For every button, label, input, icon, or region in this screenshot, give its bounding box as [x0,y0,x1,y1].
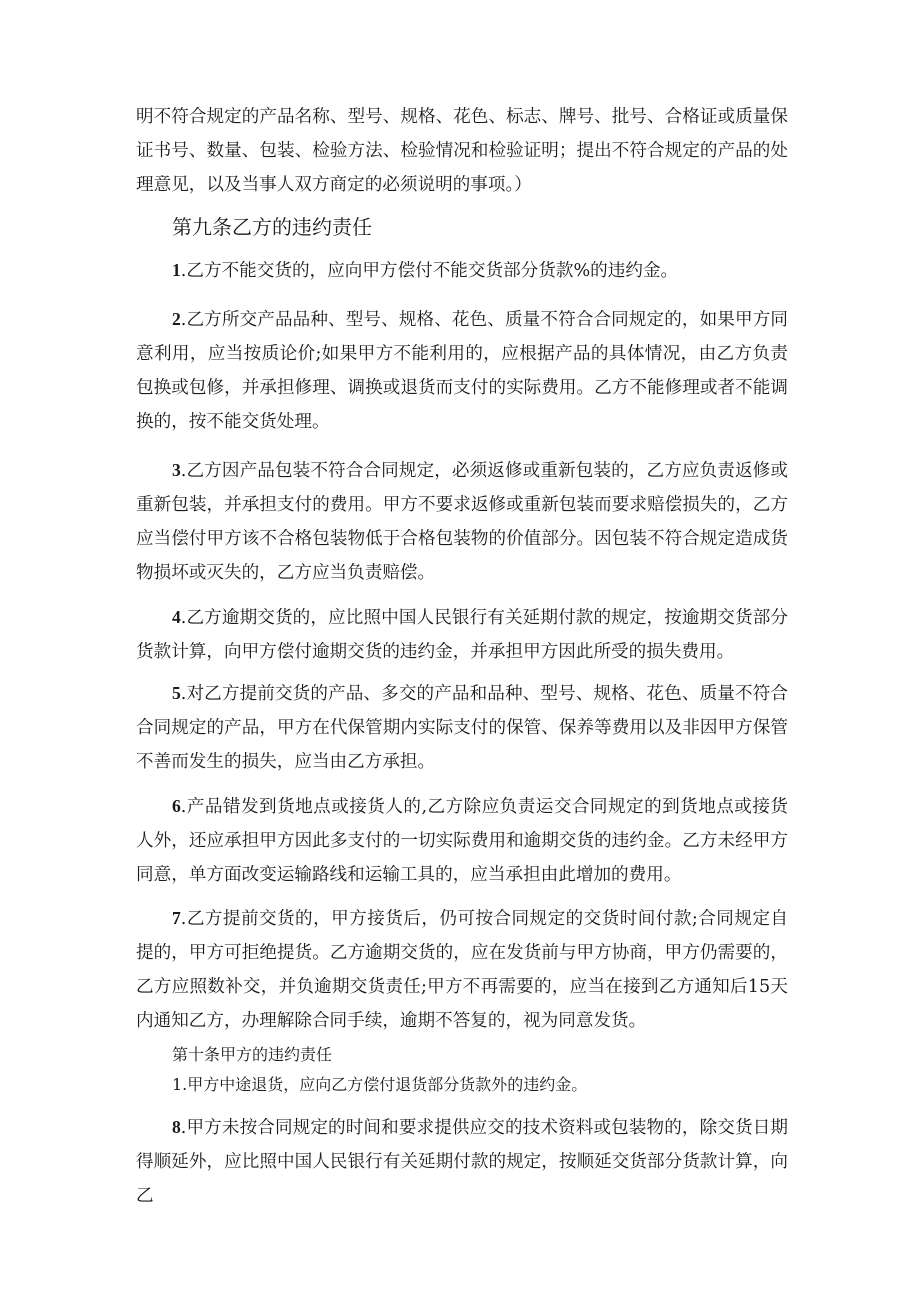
item-number: 3 [172,460,181,480]
item-text: .乙方提前交货的，甲方接货后，仍可按合同规定的交货时间付款;合同规定自提的，甲方可拒绝提货。乙方逾期交货的，应在发货前与甲方协商，甲方仍需要的，乙方应照数补交，并负逾期交货责任;甲方不再需要的，应当在接到乙方通知后15天内通知乙方，办理解除合同手续，逾期不答复的，视为同意发货。 [136,909,788,1031]
article-9-heading: 第九条乙方的违约责任 [172,215,372,239]
item-text: .乙方所交产品品种、型号、规格、花色、质量不符合合同规定的，如果甲方同意利用，应当按质论价;如果甲方不能利用的，应根据产品的具体情况，由乙方负责包换或包修，并承担修理、调换或退货而支付的实际费用。乙方不能修理或者不能调换的，按不能交货处理。 [136,310,788,432]
article-9-item-7 [136,901,788,1038]
article-9-item-6 [136,789,788,892]
item-text: .乙方不能交货的，应向甲方偿付不能交货部分货款%的违约金。 [180,261,679,281]
item-number: 5 [172,683,181,703]
article-10-heading: 第十条甲方的违约责任 [172,1045,333,1064]
item-text: .产品错发到货地点或接货人的,乙方除应负责运交合同规定的到货地点或接货人外，还应承担甲方因此多支付的一切实际费用和逾期交货的违约金。乙方未经甲方同意，单方面改变运输路线和运输工具的，应当承担由此增加的费用。 [136,797,788,885]
item-number: 6 [172,796,181,816]
item-text: .乙方因产品包装不符合合同规定，必须返修或重新包装的，乙方应负责返修或重新包装，并承担支付的费用。甲方不要求返修或重新包装而要求赔偿损失的，乙方应当偿付甲方该不合格包装物低于合格包装物的价值部分。因包装不符合规定造成货物损坏或灭失的，乙方应当负责赔偿。 [136,461,788,583]
article-9-item-2 [136,302,788,439]
intro-paragraph: 明不符合规定的产品名称、型号、规格、花色、标志、牌号、批号、合格证或质量保证书号、数量、包装、检验方法、检验情况和检验证明；提出不符合规定的产品的处理意见，以及当事人双方商定的必须说明的事项。） [136,107,788,195]
item-text: .甲方未按合同规定的时间和要求提供应交的技术资料或包装物的，除交货日期得顺延外，应比照中国人民银行有关延期付款的规定，按顺延交货部分货款计算，向乙 [136,1118,788,1206]
item-number: 8 [172,1117,181,1137]
item-text: .对乙方提前交货的产品、多交的产品和品种、型号、规格、花色、质量不符合合同规定的产品，甲方在代保管期内实际支付的保管、保养等费用以及非因甲方保管不善而发生的损失，应当由乙方承担。 [136,684,788,772]
article-9-item-5 [136,676,788,779]
item-number: 2 [172,309,181,329]
item-text: .乙方逾期交货的，应比照中国人民银行有关延期付款的规定，按逾期交货部分货款计算，向甲方偿付逾期交货的违约金，并承担甲方因此所受的损失费用。 [136,608,788,662]
item-number: 4 [172,607,181,627]
item-number: 7 [172,908,181,928]
article-9-item-4 [136,600,788,669]
article-10-item-1: 1.甲方中途退货，应向乙方偿付退货部分货款外的违约金。 [172,1075,588,1094]
article-10-item-8 [136,1110,788,1213]
item-number: 1 [172,260,181,280]
article-9-item-1 [136,253,788,288]
article-9-item-3 [136,453,788,590]
